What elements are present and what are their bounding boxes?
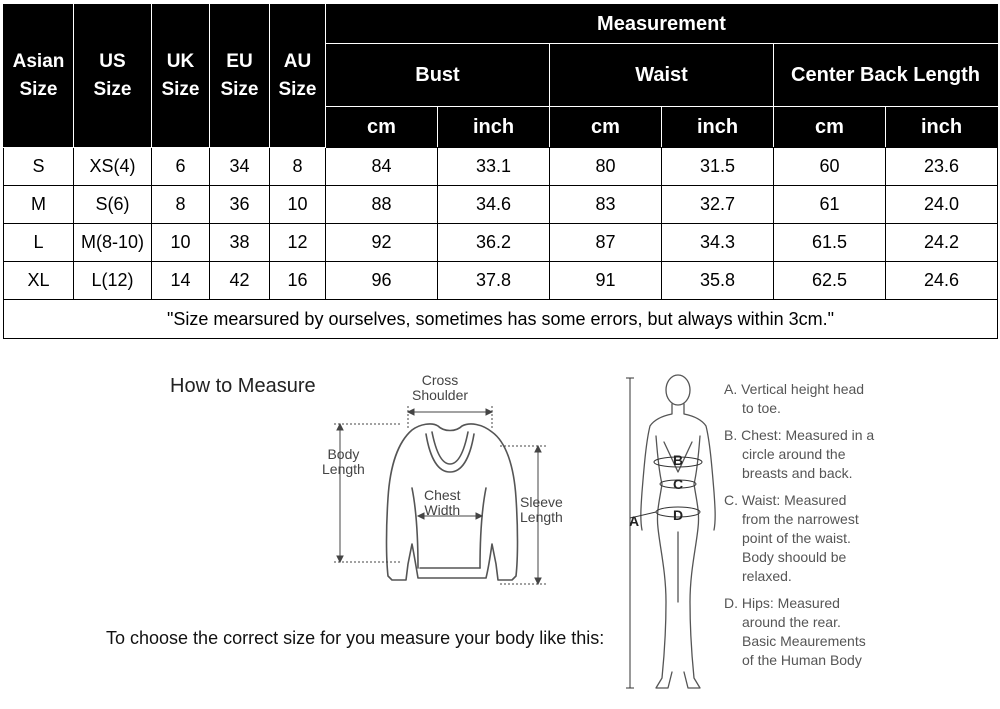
cell-waist-cm: 80 bbox=[550, 148, 662, 186]
cell-back-inch: 24.0 bbox=[886, 186, 998, 224]
header-eu-size: EU Size bbox=[210, 5, 270, 148]
cell-bust-cm: 92 bbox=[326, 224, 438, 262]
cell-waist-inch: 34.3 bbox=[662, 224, 774, 262]
cell-eu: 36 bbox=[210, 186, 270, 224]
header-bust: Bust bbox=[326, 44, 550, 107]
cell-au: 8 bbox=[270, 148, 326, 186]
header-asian-size: Asian Size bbox=[4, 5, 74, 148]
note-c: C. Waist: Measured from the narrowest point of the waist. Body shoould be relaxed. bbox=[724, 492, 859, 584]
size-chart-table bbox=[3, 4, 998, 339]
cell-back-inch: 24.2 bbox=[886, 224, 998, 262]
note-a: A. Vertical height head to toe. bbox=[724, 381, 865, 416]
header-measurement: Measurement bbox=[326, 5, 998, 44]
cell-eu: 34 bbox=[210, 148, 270, 186]
header-back-inch: inch bbox=[886, 107, 998, 148]
cell-us: L(12) bbox=[74, 262, 152, 300]
cell-au: 10 bbox=[270, 186, 326, 224]
cell-bust-inch: 37.8 bbox=[438, 262, 550, 300]
header-waist-cm: cm bbox=[550, 107, 662, 148]
cell-back-cm: 62.5 bbox=[774, 262, 886, 300]
figure-label-a: A bbox=[629, 513, 640, 529]
header-bust-inch: inch bbox=[438, 107, 550, 148]
sleeve-length-label: Sleeve Length bbox=[520, 494, 563, 525]
cell-back-inch: 24.6 bbox=[886, 262, 998, 300]
cell-bust-inch: 33.1 bbox=[438, 148, 550, 186]
cell-bust-cm: 96 bbox=[326, 262, 438, 300]
header-us-size: US Size bbox=[74, 5, 152, 148]
cell-au: 12 bbox=[270, 224, 326, 262]
cell-bust-cm: 84 bbox=[326, 148, 438, 186]
cell-uk: 14 bbox=[152, 262, 210, 300]
cell-back-inch: 23.6 bbox=[886, 148, 998, 186]
how-to-measure-title: How to Measure bbox=[170, 375, 316, 397]
measure-instruction: To choose the correct size for you measure your body like this: bbox=[106, 628, 605, 648]
table-header bbox=[4, 5, 998, 148]
header-waist: Waist bbox=[550, 44, 774, 107]
cell-asian: XL bbox=[4, 262, 74, 300]
cell-waist-cm: 87 bbox=[550, 224, 662, 262]
cell-uk: 10 bbox=[152, 224, 210, 262]
cell-uk: 6 bbox=[152, 148, 210, 186]
cell-waist-inch: 31.5 bbox=[662, 148, 774, 186]
note-b: B. Chest: Measured in a circle around the breasts and back. bbox=[724, 427, 875, 481]
cell-asian: L bbox=[4, 224, 74, 262]
cross-shoulder-label: Cross Shoulder bbox=[412, 372, 469, 403]
cell-uk: 8 bbox=[152, 186, 210, 224]
cell-us: S(6) bbox=[74, 186, 152, 224]
cell-asian: S bbox=[4, 148, 74, 186]
table-row bbox=[4, 224, 998, 262]
figure-label-d: D bbox=[673, 507, 684, 523]
cell-back-cm: 60 bbox=[774, 148, 886, 186]
header-au-size: AU Size bbox=[270, 5, 326, 148]
header-waist-inch: inch bbox=[662, 107, 774, 148]
cell-bust-inch: 36.2 bbox=[438, 224, 550, 262]
measurement-notes bbox=[724, 380, 996, 678]
cell-us: XS(4) bbox=[74, 148, 152, 186]
figure-label-b: B bbox=[673, 452, 684, 468]
cell-eu: 38 bbox=[210, 224, 270, 262]
figure-label-c: C bbox=[673, 476, 684, 492]
cell-waist-cm: 83 bbox=[550, 186, 662, 224]
header-bust-cm: cm bbox=[326, 107, 438, 148]
cell-back-cm: 61 bbox=[774, 186, 886, 224]
header-uk-size: UK Size bbox=[152, 5, 210, 148]
human-body-icon bbox=[622, 372, 718, 694]
cell-waist-cm: 91 bbox=[550, 262, 662, 300]
cell-back-cm: 61.5 bbox=[774, 224, 886, 262]
cell-bust-cm: 88 bbox=[326, 186, 438, 224]
cell-eu: 42 bbox=[210, 262, 270, 300]
table-row bbox=[4, 186, 998, 224]
cell-us: M(8-10) bbox=[74, 224, 152, 262]
cell-waist-inch: 32.7 bbox=[662, 186, 774, 224]
cell-asian: M bbox=[4, 186, 74, 224]
cell-waist-inch: 35.8 bbox=[662, 262, 774, 300]
table-note-row bbox=[4, 300, 998, 339]
table-row bbox=[4, 148, 998, 186]
cell-bust-inch: 34.6 bbox=[438, 186, 550, 224]
cell-au: 16 bbox=[270, 262, 326, 300]
chest-width-label: Chest Width bbox=[424, 487, 461, 518]
body-length-label: Body Length bbox=[322, 446, 365, 477]
measurement-note: "Size mearsured by ourselves, sometimes has some errors, but always within 3cm." bbox=[4, 300, 998, 339]
header-center-back-length: Center Back Length bbox=[774, 44, 998, 107]
table-row bbox=[4, 262, 998, 300]
note-d: D. Hips: Measured around the rear. Basic Meaurements of the Human Body bbox=[724, 595, 866, 668]
header-back-cm: cm bbox=[774, 107, 886, 148]
